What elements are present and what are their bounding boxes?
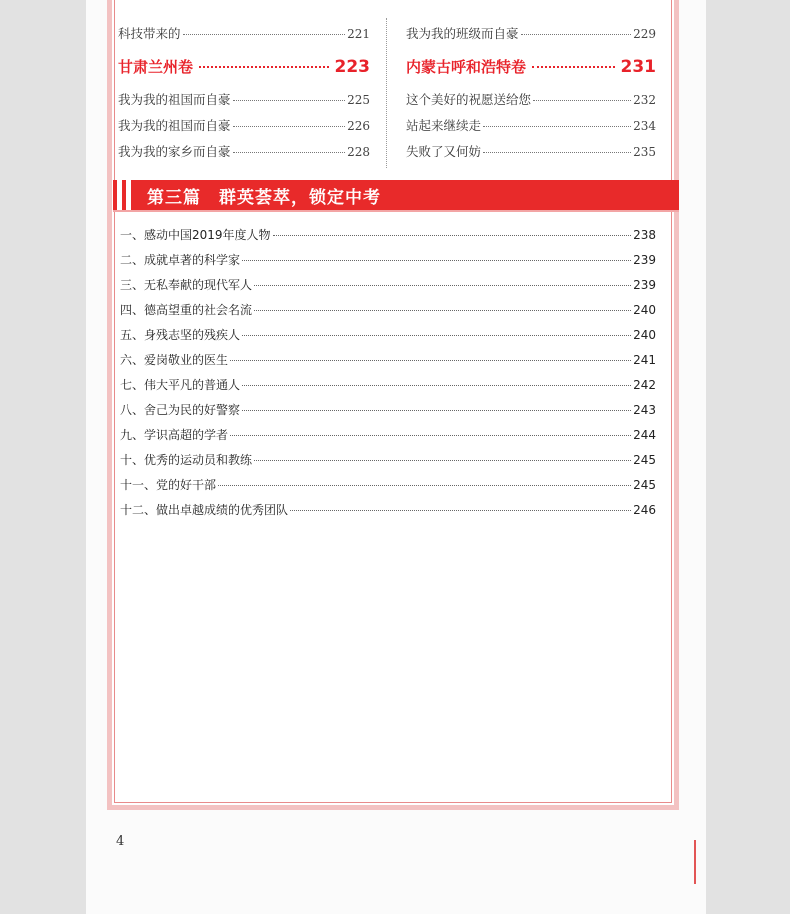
toc-item-page: 239 — [633, 278, 656, 292]
toc-entry-title: 失败了又何妨 — [406, 144, 482, 159]
toc-item-page: 245 — [633, 478, 656, 492]
toc-item-title: 八、舍己为民的好警察 — [120, 403, 241, 417]
toc-item-title: 十、优秀的运动员和教练 — [120, 453, 253, 467]
toc-entry[interactable] — [118, 90, 370, 108]
toc-entry[interactable] — [406, 142, 656, 160]
toc-volume-page: 231 — [620, 57, 656, 77]
toc-item-title: 三、无私奉献的现代军人 — [120, 278, 253, 292]
toc-item-title: 五、身残志坚的残疾人 — [120, 328, 241, 342]
toc-item-page: 245 — [633, 453, 656, 467]
toc-item[interactable] — [120, 451, 656, 468]
toc-item[interactable] — [120, 426, 656, 443]
toc-volume-hohhot[interactable] — [406, 56, 656, 77]
banner-stripe — [126, 180, 131, 210]
toc-entry-page: 225 — [347, 93, 370, 107]
toc-entry[interactable] — [118, 116, 370, 134]
toc-volume-title: 甘肃兰州卷 — [118, 58, 194, 76]
toc-entry-title: 这个美好的祝愿送给您 — [406, 92, 532, 107]
toc-item[interactable] — [120, 376, 656, 393]
toc-entry-page: 226 — [347, 119, 370, 133]
toc-item[interactable] — [120, 501, 656, 518]
toc-entry-title: 站起来继续走 — [406, 118, 482, 133]
column-divider — [386, 18, 387, 168]
section-banner — [113, 180, 679, 212]
toc-item[interactable] — [120, 351, 656, 368]
toc-entry-page: 234 — [633, 119, 656, 133]
toc-entry-title: 我为我的祖国而自豪 — [118, 118, 231, 133]
toc-entry[interactable] — [118, 24, 370, 42]
toc-item[interactable] — [120, 251, 656, 268]
toc-item-title: 九、学识高超的学者 — [120, 428, 229, 442]
toc-volume-gansu[interactable] — [118, 56, 370, 77]
toc-item-title: 十一、党的好干部 — [120, 478, 217, 492]
toc-entry-page: 221 — [347, 27, 370, 41]
toc-item-page: 242 — [633, 378, 656, 392]
toc-item[interactable] — [120, 301, 656, 318]
banner-stripe — [117, 180, 122, 210]
toc-item-title: 六、爱岗敬业的医生 — [120, 353, 229, 367]
toc-item-title: 十二、做出卓越成绩的优秀团队 — [120, 503, 289, 517]
toc-entry[interactable] — [406, 24, 656, 42]
toc-item-page: 238 — [633, 228, 656, 242]
toc-item-page: 246 — [633, 503, 656, 517]
toc-entry[interactable] — [118, 142, 370, 160]
toc-item[interactable] — [120, 326, 656, 343]
toc-item-page: 241 — [633, 353, 656, 367]
toc-item-page: 240 — [633, 303, 656, 317]
toc-entry-page: 228 — [347, 145, 370, 159]
toc-entry-page: 235 — [633, 145, 656, 159]
toc-item-title: 七、伟大平凡的普通人 — [120, 378, 241, 392]
toc-item-page: 239 — [633, 253, 656, 267]
edge-mark — [694, 840, 696, 884]
toc-entry[interactable] — [406, 90, 656, 108]
toc-volume-title: 内蒙古呼和浩特卷 — [406, 58, 527, 76]
toc-entry-title: 我为我的祖国而自豪 — [118, 92, 231, 107]
toc-item-page: 243 — [633, 403, 656, 417]
toc-volume-page: 223 — [334, 57, 370, 77]
toc-entry-title: 我为我的家乡而自豪 — [118, 144, 231, 159]
toc-item[interactable] — [120, 476, 656, 493]
toc-item[interactable] — [120, 401, 656, 418]
toc-item-title: 四、德高望重的社会名流 — [120, 303, 253, 317]
page-number: 4 — [116, 834, 125, 849]
section-title: 第三篇 群英荟萃，锁定中考 — [147, 188, 381, 208]
toc-item-page: 240 — [633, 328, 656, 342]
toc-item[interactable] — [120, 276, 656, 293]
toc-entry-title: 我为我的班级而自豪 — [406, 26, 519, 41]
toc-item[interactable] — [120, 226, 656, 243]
toc-item-title: 一、感动中国2019年度人物 — [120, 228, 271, 242]
toc-item-page: 244 — [633, 428, 656, 442]
toc-entry-page: 232 — [633, 93, 656, 107]
toc-entry-title: 科技带来的 — [118, 26, 181, 41]
toc-entry-page: 229 — [633, 27, 656, 41]
toc-item-title: 二、成就卓著的科学家 — [120, 253, 241, 267]
toc-entry[interactable] — [406, 116, 656, 134]
